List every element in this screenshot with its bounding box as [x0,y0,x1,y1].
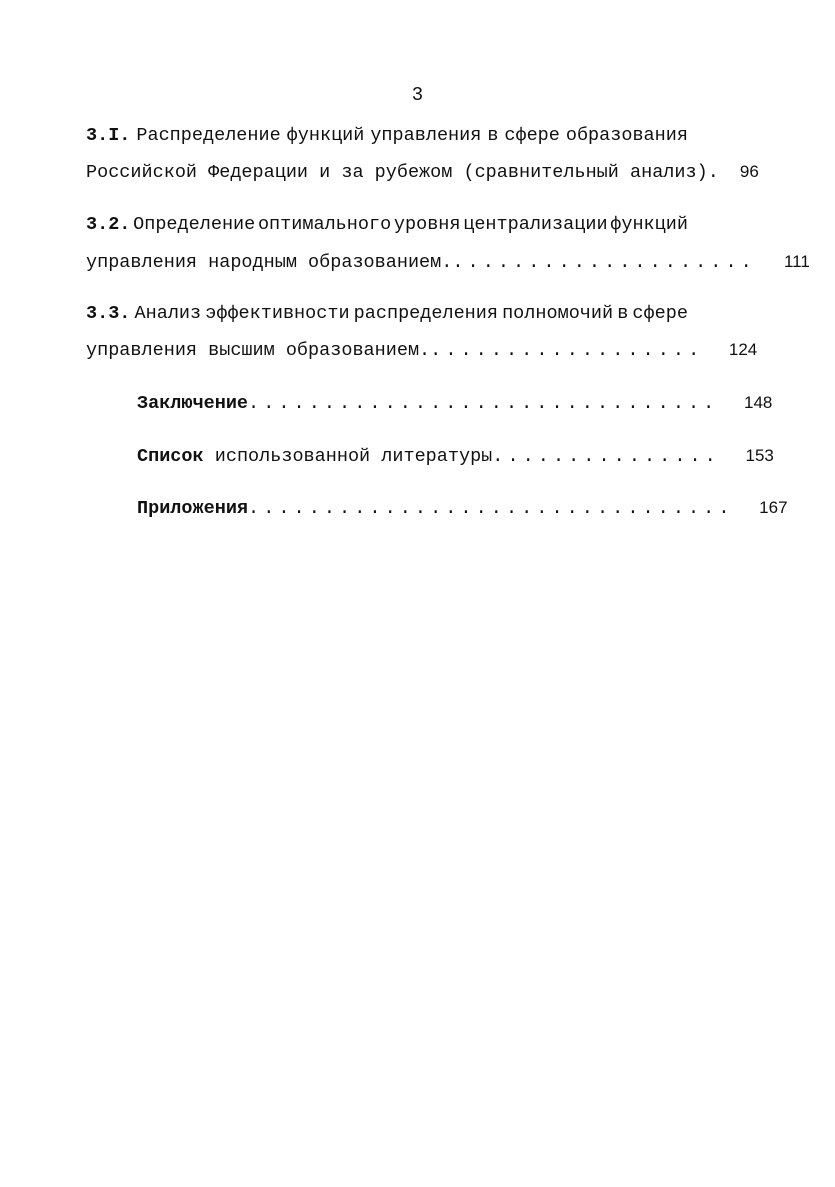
toc-word: распределения [353,303,498,324]
toc-word: образования [565,125,688,146]
toc-section-title: Приложения [137,498,249,519]
toc-entry-number: 3.I. [86,125,131,146]
toc-page-number: 148 [743,393,773,412]
toc-entry-3-2-line-2 [86,250,810,274]
toc-entry-number: 3.2. [86,214,131,235]
dot-leader: ................................ [248,498,734,519]
toc-word: функций [286,125,365,146]
toc-word: управления [370,125,482,146]
toc-entry-3-3-line-1 [86,302,688,326]
toc-page-number: 167 [759,498,788,517]
toc-section-title-bold: Список [137,446,204,467]
toc-section-conclusion [137,391,773,415]
toc-word: Распределение [136,125,281,146]
toc-word: в [487,125,499,146]
toc-entry-3-1-line-2 [86,160,759,184]
toc-page-number: 111 [783,252,810,271]
dot-leader: .................. [430,340,704,361]
toc-page-number: 153 [745,446,774,465]
toc-section-appendices [137,496,788,520]
toc-word: Анализ [134,303,202,324]
toc-page-number: 96 [739,162,759,181]
toc-entry-3-1-line-1 [86,124,688,148]
toc-entry-text: управления высшим образованием. [86,340,431,361]
toc-entry-3-3-line-2 [86,338,758,362]
toc-word: уровня [393,214,461,235]
toc-entry-text: управления народным образованием. [86,252,453,273]
toc-word: Определение [133,214,256,235]
dot-leader: ............... [492,446,720,467]
toc-entry-text: Российской Федерации и за рубежом (сравнительный анализ). [86,162,719,183]
toc-section-title-rest: использованной литературы [214,446,493,467]
toc-entry-3-2-line-1 [86,213,688,237]
dot-leader: .................... [452,252,756,273]
toc-word: в [617,303,629,324]
dot-leader: ............................... [248,393,719,414]
page-number: 3 [411,84,424,106]
toc-word: эффективности [205,303,350,324]
toc-word: сфере [632,303,688,324]
toc-page-number: 124 [728,340,758,359]
toc-section-bibliography [137,444,774,468]
toc-word: централизации [463,214,608,235]
toc-word: функций [610,214,688,235]
toc-word: оптимального [257,214,392,235]
toc-word: полномочий [502,303,614,324]
toc-word: сфере [504,125,560,146]
toc-entry-number: 3.3. [86,303,131,324]
space [204,445,215,469]
toc-section-title: Заключение [137,393,249,414]
